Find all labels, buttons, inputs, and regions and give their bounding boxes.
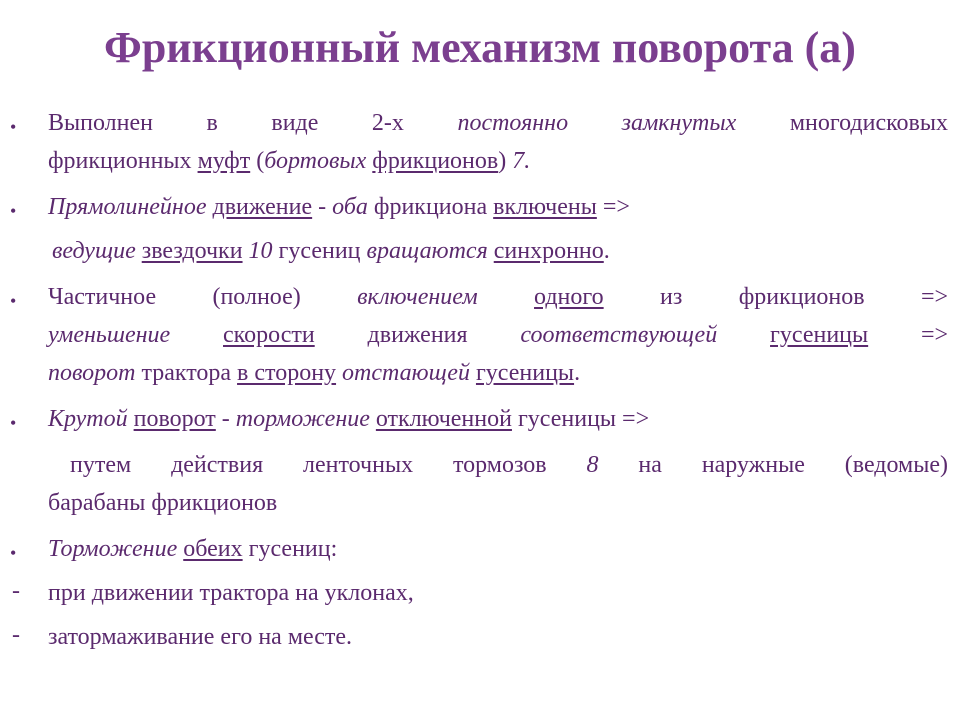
text-run: бортовых <box>264 148 373 174</box>
text-run: постоянно <box>457 110 569 136</box>
bullet-marker: • <box>10 201 17 221</box>
text-run: 2-х <box>371 110 404 136</box>
bullet-marker: • <box>10 291 17 311</box>
text-run: звездочки <box>141 238 243 264</box>
text-run: отстающей <box>336 360 476 386</box>
text-run: путем <box>70 452 132 478</box>
text-run: ленточных <box>303 452 414 478</box>
text-run: действия <box>171 452 264 478</box>
dash-marker: - <box>12 622 20 648</box>
text-run: Крутой <box>48 406 134 432</box>
text-run: муфт <box>197 148 251 174</box>
text-run: синхронно <box>493 238 604 264</box>
text-run: поворот <box>133 406 216 432</box>
text-run: гусеницы => <box>511 406 650 432</box>
text-run: гусеницы <box>475 360 575 386</box>
bullet-1-line-2 <box>48 142 530 180</box>
text-run: из <box>660 284 683 310</box>
text-run: многодисковых <box>789 110 949 136</box>
text-run: движения <box>367 322 468 348</box>
bullet-marker: • <box>10 543 17 563</box>
text-run: обеих <box>183 536 243 562</box>
text-run: . <box>603 238 610 264</box>
bullet-3-line-2 <box>48 316 948 354</box>
text-run: (ведомые) <box>844 452 949 478</box>
text-run: отключенной <box>375 406 512 432</box>
text-run: . <box>574 360 581 386</box>
text-run: в <box>206 110 218 136</box>
bullet-3-line-1 <box>48 278 948 316</box>
text-run: трактора <box>141 360 238 386</box>
text-run: Частичное <box>48 284 157 310</box>
bullet-4-line-3 <box>48 484 277 522</box>
text-run: гусеницы <box>770 322 869 348</box>
text-run: одного <box>534 284 604 310</box>
text-run: тормозов <box>452 452 547 478</box>
text-run: скорости <box>223 322 315 348</box>
text-run: Прямолинейное <box>48 194 213 220</box>
text-run: вращаются <box>366 238 494 264</box>
dash-item-2: затормаживание его на месте. <box>48 624 353 650</box>
text-run: 8 <box>586 452 599 478</box>
text-run: фрикциона <box>373 194 494 220</box>
text-run: 10 <box>242 238 279 264</box>
bullet-3-line-3 <box>48 354 580 392</box>
text-run: оба <box>332 194 374 220</box>
text-run: уменьшение <box>48 322 171 348</box>
bullet-marker: • <box>10 413 17 433</box>
bullet-2-line-1 <box>48 188 630 226</box>
text-run: в сторону <box>237 360 337 386</box>
text-run: торможение <box>235 406 376 432</box>
text-run: - <box>312 194 333 220</box>
text-run: наружные <box>701 452 805 478</box>
dash-item-1: при движении трактора на уклонах, <box>48 580 414 606</box>
text-run: на <box>638 452 662 478</box>
text-run: Выполнен <box>48 110 153 136</box>
text-run: фрикционов <box>372 148 499 174</box>
text-run: движение <box>212 194 313 220</box>
dash-marker: - <box>12 578 20 604</box>
text-run: фрикционов <box>738 284 865 310</box>
text-run: гусениц: <box>242 536 338 562</box>
text-run: Торможение <box>48 536 184 562</box>
text-run: ) <box>498 148 513 174</box>
text-run: виде <box>271 110 319 136</box>
text-run: => <box>920 322 949 348</box>
slide-title: Фрикционный механизм поворота (а) <box>104 23 856 72</box>
text-run: включены <box>493 194 597 220</box>
text-run: включением <box>357 284 478 310</box>
text-run: поворот <box>48 360 142 386</box>
bullet-marker: • <box>10 117 17 137</box>
text-run: => <box>920 284 949 310</box>
bullet-4-line-2 <box>70 446 948 484</box>
bullet-1-line-1 <box>48 104 948 142</box>
text-run: => <box>596 194 630 220</box>
bullet-4-line-1 <box>48 400 649 438</box>
text-run: гусениц <box>278 238 367 264</box>
text-run: соответствующей <box>520 322 718 348</box>
text-run: замкнутых <box>621 110 737 136</box>
text-run: - <box>215 406 236 432</box>
text-run: ведущие <box>52 238 142 264</box>
text-run: ( <box>250 148 265 174</box>
bullet-5-line-1 <box>48 530 337 568</box>
text-run: фрикционных <box>48 148 198 174</box>
text-run: 7. <box>512 148 531 174</box>
bullet-2-line-2 <box>52 232 610 270</box>
text-run: (полное) <box>212 284 301 310</box>
text-run: барабаны фрикционов <box>48 490 278 516</box>
